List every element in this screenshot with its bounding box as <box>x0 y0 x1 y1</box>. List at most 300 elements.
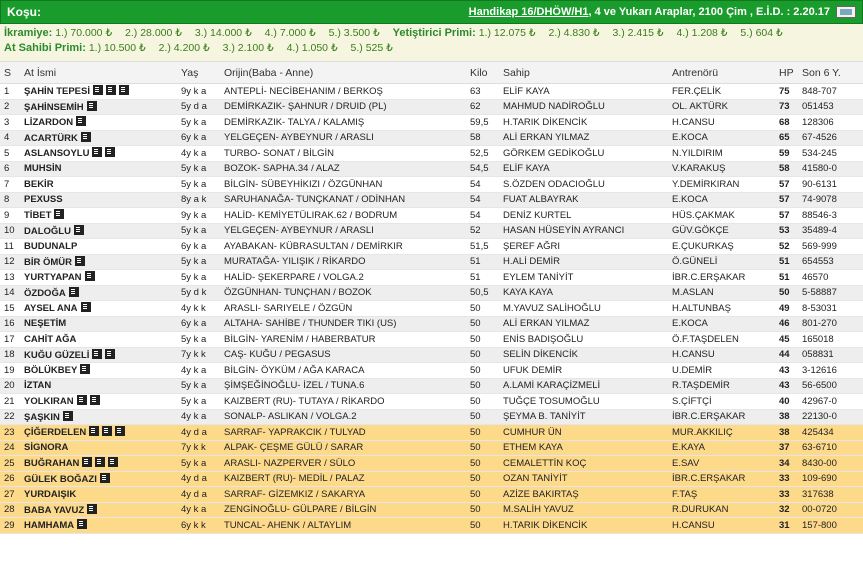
cell-antrenor-text: H.CANSU <box>672 349 715 361</box>
table-row[interactable] <box>0 99 863 115</box>
cell-hp-text: 57 <box>779 194 790 206</box>
table-row[interactable] <box>0 192 863 208</box>
cell-sahip <box>499 254 668 270</box>
cell-sahip <box>499 239 668 255</box>
horse-name-link[interactable] <box>20 332 177 348</box>
horse-name-link[interactable] <box>20 239 177 255</box>
cell-antrenor-text: N.YILDIRIM <box>672 147 723 159</box>
cell-hp-text: 34 <box>779 457 790 469</box>
equipment-icon[interactable] <box>95 457 105 467</box>
cell-origin <box>220 270 466 286</box>
horse-name-link[interactable] <box>20 115 177 131</box>
cell-sahip-text: ELİF KAYA <box>503 163 550 175</box>
cell-s-text: 2 <box>4 101 10 113</box>
cell-hp <box>775 130 798 146</box>
cell-son6-text: 42967-0 <box>802 395 837 407</box>
cell-s-text: 7 <box>4 178 10 190</box>
horse-name-link-text[interactable]: BEKİR <box>24 178 54 190</box>
cell-kilo-text: 63 <box>470 85 481 97</box>
cell-sahip <box>499 316 668 332</box>
horse-name-link-text[interactable]: YURTYAPAN <box>24 272 82 284</box>
equipment-icon[interactable] <box>92 349 102 359</box>
cell-kilo-text: 58 <box>470 132 481 144</box>
horse-name-link[interactable] <box>20 409 177 425</box>
table-row[interactable] <box>0 239 863 255</box>
cell-antrenor-text: Y.DEMİRKIRAN <box>672 178 740 190</box>
cell-s-text: 1 <box>4 85 10 97</box>
cell-antrenor-text: HÜS.ÇAKMAK <box>672 209 735 221</box>
horse-name-link[interactable] <box>20 363 177 379</box>
table-row[interactable] <box>0 177 863 193</box>
cell-antrenor-text: E.KAYA <box>672 442 705 454</box>
cell-yas-text: 8y a k <box>181 194 207 206</box>
cell-s-text: 15 <box>4 302 15 314</box>
col-hp[interactable]: HP <box>775 62 798 84</box>
horse-name-link[interactable] <box>20 316 177 332</box>
horse-name-link-text[interactable]: SİGNORA <box>24 442 69 454</box>
cell-kilo-text: 50 <box>470 349 481 361</box>
cell-sahip <box>499 471 668 487</box>
horse-name-link-text[interactable]: ÇİĞERDELEN <box>24 427 87 439</box>
cell-son6-text: 22130-0 <box>802 411 837 423</box>
cell-son6 <box>798 316 863 332</box>
cell-s <box>0 502 20 518</box>
table-row[interactable] <box>0 487 863 503</box>
cell-s-text: 3 <box>4 116 10 128</box>
equipment-icon[interactable] <box>92 147 102 157</box>
cell-sahip-text: KAYA KAYA <box>503 287 553 299</box>
equipment-icon[interactable] <box>105 349 115 359</box>
cell-son6-text: 425434 <box>802 426 834 438</box>
col-yas[interactable]: Yaş <box>177 62 220 84</box>
yetistirici-2: 2.) 4.830 ₺ <box>548 27 600 39</box>
cell-kilo-text: 51 <box>470 271 481 283</box>
table-row[interactable] <box>0 440 863 456</box>
cell-origin <box>220 192 466 208</box>
horse-name-link-text[interactable]: ŞAŞKIN <box>24 411 60 423</box>
equipment-icon[interactable] <box>93 85 103 95</box>
horse-name-link[interactable] <box>20 161 177 177</box>
cell-yas <box>177 409 220 425</box>
table-row[interactable] <box>0 378 863 394</box>
cell-sahip-text: ALİ ERKAN YILMAZ <box>503 318 590 330</box>
cell-yas-text: 4y k a <box>181 364 207 376</box>
horse-name-link[interactable] <box>20 518 177 534</box>
cell-kilo <box>466 518 499 534</box>
cell-yas-text: 4y k k <box>181 302 206 314</box>
cell-son6-text: 67-4526 <box>802 132 837 144</box>
col-at-ismi[interactable]: At İsmi <box>20 62 177 84</box>
horse-name-link[interactable] <box>20 192 177 208</box>
equipment-icon[interactable] <box>106 85 116 95</box>
cell-origin-text: ARASLI- SARIYELE / ÖZGÜN <box>224 302 353 314</box>
race-link[interactable]: Handikap 16/DHÖW/H1 <box>468 6 589 18</box>
cell-yas-text: 7y k k <box>181 442 206 454</box>
cell-s-text: 29 <box>4 519 15 531</box>
equipment-icon[interactable] <box>102 426 112 436</box>
equipment-icon[interactable] <box>82 457 92 467</box>
cell-yas <box>177 332 220 348</box>
cell-yas <box>177 270 220 286</box>
cell-s <box>0 161 20 177</box>
table-row[interactable] <box>0 208 863 224</box>
horse-name-link-text[interactable]: ŞAHİNSEMİH <box>24 101 84 113</box>
cell-origin <box>220 285 466 301</box>
equipment-icon[interactable] <box>85 271 95 281</box>
table-row[interactable] <box>0 363 863 379</box>
cell-antrenor-text: H.CANSU <box>672 116 715 128</box>
cell-sahip-text: ELİF KAYA <box>503 85 550 97</box>
cell-sahip <box>499 192 668 208</box>
table-row[interactable] <box>0 316 863 332</box>
cell-son6-text: 41580-0 <box>802 163 837 175</box>
horse-name-link-text[interactable]: BUĞRAHAN <box>24 458 80 470</box>
horse-name-link-text[interactable]: BİR ÖMÜR <box>24 256 73 268</box>
race-title <box>469 6 856 18</box>
table-row[interactable] <box>0 130 863 146</box>
cell-hp-text: 38 <box>779 426 790 438</box>
cell-origin <box>220 440 466 456</box>
horse-name-link[interactable] <box>20 301 177 317</box>
horse-name-link-text[interactable]: AYSEL ANA <box>24 303 78 315</box>
cell-kilo-text: 50 <box>470 364 481 376</box>
cell-origin <box>220 378 466 394</box>
cell-sahip-text: EYLEM TANİYİT <box>503 271 574 283</box>
cell-sahip <box>499 223 668 239</box>
cell-s-text: 14 <box>4 287 15 299</box>
cell-sahip <box>499 270 668 286</box>
cell-origin-text: SONALP- ASLIKAN / VOLGA.2 <box>224 411 357 423</box>
cell-s-text: 25 <box>4 457 15 469</box>
cell-son6-text: 654553 <box>802 256 834 268</box>
cell-sahip <box>499 425 668 441</box>
cell-yas <box>177 394 220 410</box>
col-son6[interactable]: Son 6 Y. <box>798 62 863 84</box>
yetistirici-label: Yetiştirici Primi: <box>392 27 476 39</box>
horse-name-link-text[interactable]: BABA YAVUZ <box>24 504 85 516</box>
cell-antrenor <box>668 161 775 177</box>
cell-sahip <box>499 177 668 193</box>
equipment-icon[interactable] <box>54 209 64 219</box>
equipment-icon[interactable] <box>75 256 85 266</box>
cell-hp-text: 65 <box>779 132 790 144</box>
equipment-icon[interactable] <box>100 473 110 483</box>
cell-origin-text: SARUHANAĞA- TUNÇKANAT / ODİNHAN <box>224 194 406 206</box>
cell-son6 <box>798 177 863 193</box>
horse-name-link-text[interactable]: YOLKIRAN <box>24 396 74 408</box>
horse-name-link[interactable] <box>20 177 177 193</box>
race-header-bar <box>0 0 863 24</box>
cell-origin-text: KAIZBERT (RU)- MEDİL / PALAZ <box>224 473 365 485</box>
cell-origin <box>220 363 466 379</box>
cell-origin-text: HALİD- ŞEKERPARE / VOLGA.2 <box>224 271 364 283</box>
horse-name-link[interactable] <box>20 254 177 270</box>
cell-antrenor-text: H.CANSU <box>672 519 715 531</box>
cell-s <box>0 177 20 193</box>
cell-origin <box>220 487 466 503</box>
horse-name-link-text[interactable]: İZTAN <box>24 380 52 392</box>
equipment-icon[interactable] <box>119 85 129 95</box>
equipment-icon[interactable] <box>77 395 87 405</box>
table-row[interactable] <box>0 270 863 286</box>
cell-son6-text: 569-999 <box>802 240 837 252</box>
horse-name-link-text[interactable]: BÖLÜKBEY <box>24 365 78 377</box>
cell-son6-text: 128306 <box>802 116 834 128</box>
cell-sahip-text: HASAN HÜSEYİN AYRANCI <box>503 225 625 237</box>
cell-yas-text: 5y k a <box>181 457 207 469</box>
horse-name-link-text[interactable]: DALOĞLU <box>24 225 71 237</box>
cell-son6 <box>798 239 863 255</box>
equipment-icon[interactable] <box>81 302 91 312</box>
horse-name-link[interactable] <box>20 208 177 224</box>
cell-antrenor <box>668 409 775 425</box>
cell-hp-text: 45 <box>779 333 790 345</box>
atsahibi-label: At Sahibi Primi: <box>4 42 86 54</box>
cell-s <box>0 130 20 146</box>
cell-sahip-text: H.TARIK DİKENCİK <box>503 116 588 128</box>
horse-name-link[interactable] <box>20 130 177 146</box>
horse-name-link[interactable] <box>20 347 177 363</box>
cell-yas-text: 5y k a <box>181 333 207 345</box>
cell-son6-text: 56-6500 <box>802 380 837 392</box>
cell-sahip <box>499 502 668 518</box>
cell-antrenor <box>668 487 775 503</box>
horse-name-link[interactable] <box>20 487 177 503</box>
table-row[interactable] <box>0 347 863 363</box>
cell-antrenor-text: R.DURUKAN <box>672 504 729 516</box>
table-row[interactable] <box>0 161 863 177</box>
cell-kilo <box>466 440 499 456</box>
ikramiye-5: 5.) 3.500 ₺ <box>328 27 380 39</box>
cell-hp-text: 43 <box>779 380 790 392</box>
table-row[interactable] <box>0 285 863 301</box>
cell-antrenor <box>668 378 775 394</box>
cell-s <box>0 316 20 332</box>
horse-name-link[interactable] <box>20 84 177 100</box>
cell-yas-text: 7y k k <box>181 349 206 361</box>
equipment-icon[interactable] <box>63 411 73 421</box>
equipment-icon[interactable] <box>80 364 90 374</box>
horse-name-link-text[interactable]: LİZARDON <box>24 117 74 129</box>
cell-sahip <box>499 115 668 131</box>
cell-s-text: 23 <box>4 426 15 438</box>
horse-name-link[interactable] <box>20 502 177 518</box>
table-row[interactable] <box>0 471 863 487</box>
cell-sahip <box>499 409 668 425</box>
table-row[interactable] <box>0 146 863 162</box>
cell-kilo <box>466 378 499 394</box>
horse-name-link[interactable] <box>20 456 177 472</box>
cell-kilo-text: 54 <box>470 178 481 190</box>
cell-sahip-text: H.TARIK DİKENCİK <box>503 519 588 531</box>
cell-s <box>0 270 20 286</box>
cell-hp <box>775 456 798 472</box>
equipment-icon[interactable] <box>74 225 84 235</box>
table-row[interactable] <box>0 332 863 348</box>
horse-name-link[interactable] <box>20 270 177 286</box>
cell-s <box>0 440 20 456</box>
cell-antrenor-text: Ö.F.TAŞDELEN <box>672 333 739 345</box>
cell-hp-text: 75 <box>779 85 790 97</box>
col-s[interactable]: S <box>0 62 20 84</box>
cell-son6-text: 74-9078 <box>802 194 837 206</box>
cell-sahip-text: ŞEREF AĞRI <box>503 240 561 252</box>
cell-origin-text: DEMİRKAZIK- ŞAHNUR / DRUID (PL) <box>224 101 387 113</box>
cell-hp <box>775 161 798 177</box>
horse-name-link-text[interactable]: YURDAIŞIK <box>24 488 77 500</box>
ikramiye-label: İkramiye: <box>4 27 53 39</box>
cell-yas-text: 5y k a <box>181 271 207 283</box>
cell-kilo <box>466 332 499 348</box>
cell-kilo <box>466 316 499 332</box>
cell-s <box>0 285 20 301</box>
cell-son6 <box>798 487 863 503</box>
cell-s-text: 12 <box>4 256 15 268</box>
equipment-icon[interactable] <box>90 395 100 405</box>
cell-antrenor-text: M.ASLAN <box>672 287 714 299</box>
equipment-icon[interactable] <box>87 101 97 111</box>
table-row[interactable] <box>0 409 863 425</box>
equipment-icon[interactable] <box>115 426 125 436</box>
cell-sahip <box>499 146 668 162</box>
cell-sahip-text: DENİZ KURTEL <box>503 209 572 221</box>
entries-table <box>0 61 863 534</box>
horse-name-link-text[interactable]: GÜLEK BOĞAZI <box>24 473 97 485</box>
horse-name-link-text[interactable]: ACARTÜRK <box>24 132 78 144</box>
equipment-icon[interactable] <box>77 519 87 529</box>
table-row[interactable] <box>0 394 863 410</box>
horse-name-link[interactable] <box>20 425 177 441</box>
table-row[interactable] <box>0 518 863 534</box>
table-row[interactable] <box>0 115 863 131</box>
cell-antrenor-text: R.TAŞDEMİR <box>672 380 730 392</box>
horse-name-link-text[interactable]: HAMHAMA <box>24 520 75 532</box>
cell-kilo <box>466 161 499 177</box>
cell-s-text: 19 <box>4 364 15 376</box>
cell-son6 <box>798 518 863 534</box>
cell-kilo-text: 54,5 <box>470 163 489 175</box>
cell-s <box>0 425 20 441</box>
cell-s <box>0 487 20 503</box>
cell-origin-text: ŞİMŞEĞİNOĞLU- İZEL / TUNA.6 <box>224 380 365 392</box>
cell-kilo-text: 50 <box>470 473 481 485</box>
table-row[interactable] <box>0 84 863 100</box>
cell-kilo-text: 50 <box>470 411 481 423</box>
horse-name-link-text[interactable]: TİBET <box>24 210 52 222</box>
monitor-icon[interactable] <box>836 6 856 18</box>
horse-name-link-text[interactable]: ÖZDOĞA <box>24 287 66 299</box>
cell-antrenor <box>668 332 775 348</box>
equipment-icon[interactable] <box>76 116 86 126</box>
cell-yas <box>177 487 220 503</box>
horse-name-link-text[interactable]: CAHİT AĞA <box>24 333 77 345</box>
cell-origin <box>220 208 466 224</box>
cell-kilo-text: 50 <box>470 426 481 438</box>
horse-name-link-text[interactable]: BUDUNALP <box>24 240 78 252</box>
table-row[interactable] <box>0 456 863 472</box>
table-row[interactable] <box>0 223 863 239</box>
cell-origin <box>220 177 466 193</box>
cell-yas <box>177 518 220 534</box>
cell-kilo <box>466 409 499 425</box>
cell-kilo-text: 52 <box>470 225 481 237</box>
cell-kilo <box>466 285 499 301</box>
equipment-icon[interactable] <box>81 132 91 142</box>
equipment-icon[interactable] <box>105 147 115 157</box>
cell-origin-text: YELGEÇEN- AYBEYNUR / ARASLI <box>224 132 374 144</box>
cell-antrenor <box>668 425 775 441</box>
cell-hp-text: 57 <box>779 178 790 190</box>
cell-s-text: 10 <box>4 225 15 237</box>
cell-kilo <box>466 254 499 270</box>
equipment-icon[interactable] <box>87 504 97 514</box>
horse-name-link[interactable] <box>20 378 177 394</box>
table-row[interactable] <box>0 425 863 441</box>
table-row[interactable] <box>0 502 863 518</box>
cell-kilo-text: 50 <box>470 442 481 454</box>
cell-s <box>0 208 20 224</box>
col-antrenor[interactable]: Antrenörü <box>668 62 775 84</box>
cell-origin <box>220 84 466 100</box>
table-row[interactable] <box>0 301 863 317</box>
cell-origin <box>220 394 466 410</box>
cell-origin-text: ARASLI- NAZPERVER / SÜLO <box>224 457 356 469</box>
cell-son6-text: 90-6131 <box>802 178 837 190</box>
horse-name-link-text[interactable]: KUĞU GÜZELİ <box>24 349 90 361</box>
cell-yas <box>177 471 220 487</box>
equipment-icon[interactable] <box>108 457 118 467</box>
col-orijin[interactable]: Orijin(Baba - Anne) <box>220 62 466 84</box>
cell-son6-text: 8430-00 <box>802 457 837 469</box>
cell-sahip <box>499 394 668 410</box>
cell-s <box>0 84 20 100</box>
cell-antrenor-text: H.ALTUNBAŞ <box>672 302 731 314</box>
horse-name-link-text[interactable]: ASLANSOYLU <box>24 148 90 160</box>
horse-name-link-text[interactable]: MUHSİN <box>24 163 62 175</box>
horse-name-link[interactable] <box>20 99 177 115</box>
cell-origin-text: CAŞ- KUĞU / PEGASUS <box>224 349 331 361</box>
horse-name-link-text[interactable]: ŞAHİN TEPESİ <box>24 86 90 98</box>
horse-name-link[interactable] <box>20 146 177 162</box>
cell-hp <box>775 239 798 255</box>
cell-antrenor <box>668 84 775 100</box>
col-sahip[interactable]: Sahip <box>499 62 668 84</box>
table-row[interactable] <box>0 254 863 270</box>
horse-name-link-text[interactable]: NEŞETİM <box>24 318 67 330</box>
horse-name-link[interactable] <box>20 285 177 301</box>
cell-origin-text: ALTAHA- SAHİBE / THUNDER TIKI (US) <box>224 318 397 330</box>
horse-name-link[interactable] <box>20 394 177 410</box>
cell-hp-text: 57 <box>779 209 790 221</box>
horse-name-link[interactable] <box>20 471 177 487</box>
cell-sahip <box>499 518 668 534</box>
cell-son6 <box>798 146 863 162</box>
cell-hp-text: 49 <box>779 302 790 314</box>
horse-name-link-text[interactable]: PEXUSS <box>24 194 63 206</box>
cell-antrenor <box>668 223 775 239</box>
equipment-icon[interactable] <box>69 287 79 297</box>
cell-s-text: 11 <box>4 240 14 252</box>
horse-name-link[interactable] <box>20 440 177 456</box>
atsahibi-4: 4.) 1.050 ₺ <box>286 42 338 54</box>
ikramiye-4: 4.) 7.000 ₺ <box>264 27 316 39</box>
cell-son6-text: 35489-4 <box>802 225 837 237</box>
col-kilo[interactable]: Kilo <box>466 62 499 84</box>
cell-kilo-text: 50 <box>470 380 481 392</box>
horse-name-link[interactable] <box>20 223 177 239</box>
equipment-icon[interactable] <box>89 426 99 436</box>
cell-sahip-text: CUMHUR ÜN <box>503 426 562 438</box>
